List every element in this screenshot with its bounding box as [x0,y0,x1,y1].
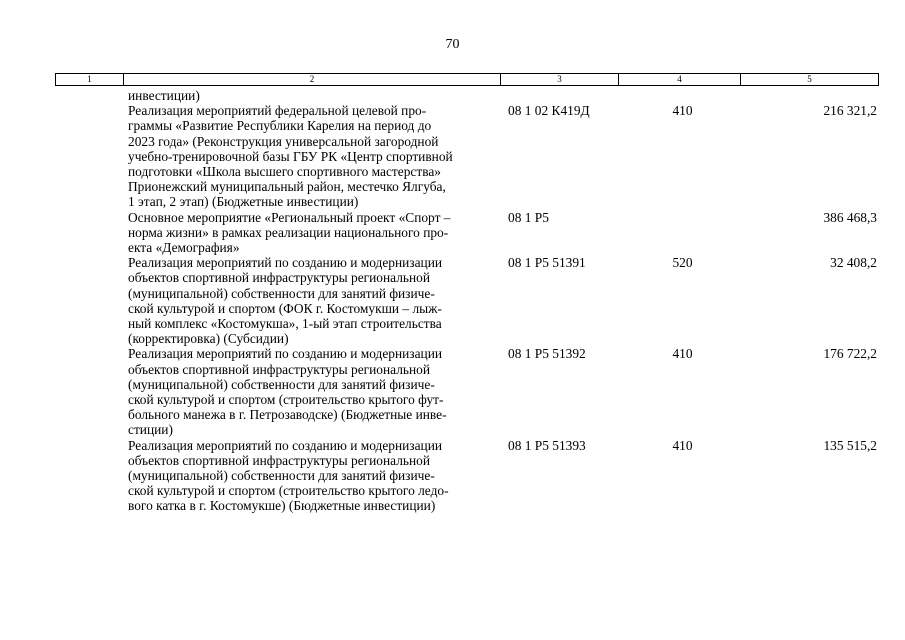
row-amount: 176 722,2 [823,346,877,362]
table-row [0,255,905,346]
row-expense-type [620,210,745,256]
table-row [0,88,905,103]
row-code: 08 1 02 К419Д [508,103,590,119]
row-expense-type [620,88,745,103]
row-expense-type: 410 [672,346,693,362]
row-name: Основное мероприятие «Региональный проект «Спорт – норма жизни» в рамках реализации национального про- екта «Демография» [128,209,451,256]
row-code: 08 1 P5 [508,209,549,225]
header-col-5: 5 [807,74,812,84]
row-amount: 32 408,2 [830,255,877,271]
row-amount: 216 321,2 [823,103,877,119]
header-col-4: 4 [619,74,741,85]
row-code: 08 1 P5 51393 [508,437,586,453]
table-row [0,103,905,209]
row-name: Реализация мероприятий по созданию и модернизации объектов спортивной инфраструктуры региональной (муниципальной) собственности для занятий физиче- ской культурой и спортом (строительство крытого ледо- вого катка в г. Костомукше) (Бюджетные инвестиции) [128,437,449,514]
header-col-3: 3 [501,74,619,85]
table-row [0,438,905,514]
row-amount: 135 515,2 [823,437,877,453]
table-row [0,346,905,437]
row-code [508,88,618,103]
row-expense-type: 520 [672,255,693,271]
row-expense-type: 410 [672,437,693,453]
row-code: 08 1 P5 51392 [508,346,586,362]
table-row [0,210,905,256]
table-header [55,73,879,86]
row-amount [745,88,877,103]
row-name: Реализация мероприятий федеральной целевой про- граммы «Развитие Республики Карелия на период до 2023 года» (Реконструкция универсальной загородной учебно-тренировочной базы ГБУ РК «Центр спортивной подготовки «Школа высшего спортивного мастерства» Прионежский муниципальный район, местечко Ялгуба, 1 этап, 2 этап) (Бюджетные инвестиции) [128,103,453,210]
row-expense-type: 410 [672,103,693,119]
row-code: 08 1 P5 51391 [508,255,586,271]
header-col-1: 1 [56,74,124,85]
page-number: 70 [445,37,460,52]
row-name: Реализация мероприятий по созданию и модернизации объектов спортивной инфраструктуры региональной (муниципальной) собственности для занятий физиче- ской культурой и спортом (строительство крытого фут- больного манежа в г. Петрозаводске) (Бюджетные инве- стиции) [128,346,447,438]
table-body [0,88,905,514]
row-name: инвестиции) [128,88,200,103]
row-name: Реализация мероприятий по созданию и модернизации объектов спортивной инфраструктуры региональной (муниципальной) собственности для занятий физиче- ской культурой и спортом (ФОК г. Костомукши – лыж- ный комплекс «Костомукша», 1-ый этап строительства (корректировка) (Субсидии) [128,255,443,347]
header-col-2: 2 [124,74,501,85]
row-amount: 386 468,3 [823,209,877,225]
